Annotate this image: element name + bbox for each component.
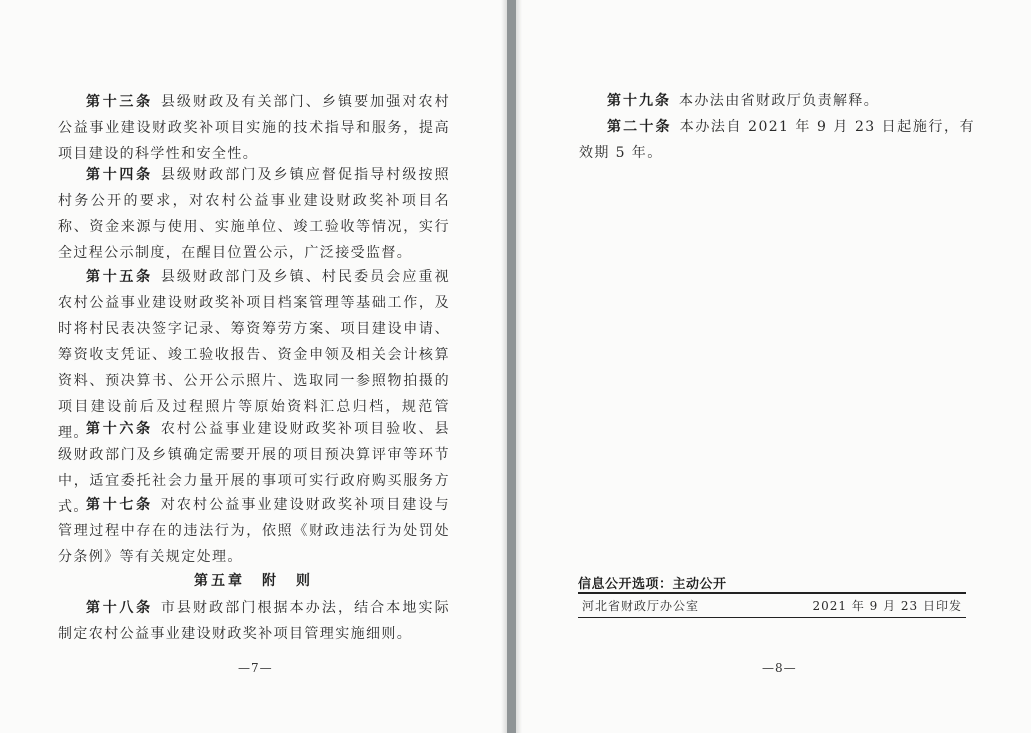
document-page-right xyxy=(516,0,1031,733)
chapter-title: 第五章 附 则 xyxy=(194,573,313,589)
article-label: 第十五条 xyxy=(86,269,153,285)
disclosure-option: 信息公开选项：主动公开 xyxy=(578,577,727,592)
article-label: 第十七条 xyxy=(86,497,153,513)
page-number: —7— xyxy=(238,661,273,675)
page-number: —8— xyxy=(762,661,797,675)
page-shadow xyxy=(516,0,522,733)
issue-date: 2021 年 9 月 23 日印发 xyxy=(812,599,962,613)
article-18 xyxy=(58,595,450,647)
footer-rule-bottom xyxy=(578,617,966,618)
article-text: 对农村公益事业建设财政奖补项目建设与管理过程中存在的违法行为，依照《财政违法行为处罚处分条例》等有关规定处理。 xyxy=(58,497,451,565)
article-label: 第十八条 xyxy=(86,600,153,616)
article-19 xyxy=(579,88,975,114)
issuer: 河北省财政厅办公室 xyxy=(582,599,700,613)
article-text: 县级财政部门及乡镇应督促指导村级按照村务公开的要求，对农村公益事业建设财政奖补项目名称、资金来源与使用、实施单位、竣工验收等情况，实行全过程公示制度，在醒目位置公示，广泛接受监督。 xyxy=(58,167,451,261)
footer-rule-top xyxy=(578,592,966,594)
article-14 xyxy=(58,162,450,266)
document-page-left xyxy=(0,0,507,733)
article-text: 本办法自 2021 年 9 月 23 日起施行，有效期 5 年。 xyxy=(579,119,975,161)
article-text: 本办法由省财政厅负责解释。 xyxy=(679,93,880,109)
article-text: 县级财政及有关部门、乡镇要加强对农村公益事业建设财政奖补项目实施的技术指导和服务，提高项目建设的科学性和安全性。 xyxy=(58,94,451,162)
article-label: 第十三条 xyxy=(86,94,153,110)
article-20 xyxy=(579,114,975,166)
issuance-row xyxy=(582,597,962,614)
article-17 xyxy=(58,492,450,570)
article-13 xyxy=(58,89,450,167)
article-text: 市县财政部门根据本办法，结合本地实际制定农村公益事业建设财政奖补项目管理实施细则。 xyxy=(58,600,451,642)
article-label: 第十九条 xyxy=(607,93,671,109)
article-label: 第十六条 xyxy=(86,421,153,437)
page-shadow xyxy=(501,0,507,733)
article-text: 农村公益事业建设财政奖补项目验收、县级财政部门及乡镇确定需要开展的项目预决算评审等环节中，适宜委托社会力量开展的事项可实行政府购买服务方式。 xyxy=(58,421,451,515)
article-text: 县级财政部门及乡镇、村民委员会应重视农村公益事业建设财政奖补项目档案管理等基础工作，及时将村民表决签字记录、筹资筹劳方案、项目建设申请、筹资收支凭证、竣工验收报告、资金申领及相关会计核算资料、预决算书、公开公示照片、选取同一参照物拍摄的项目建设前后及过程照片等原始资料汇总归档，规范管理。 xyxy=(58,269,451,441)
article-label: 第二十条 xyxy=(607,119,672,135)
article-label: 第十四条 xyxy=(86,167,153,183)
